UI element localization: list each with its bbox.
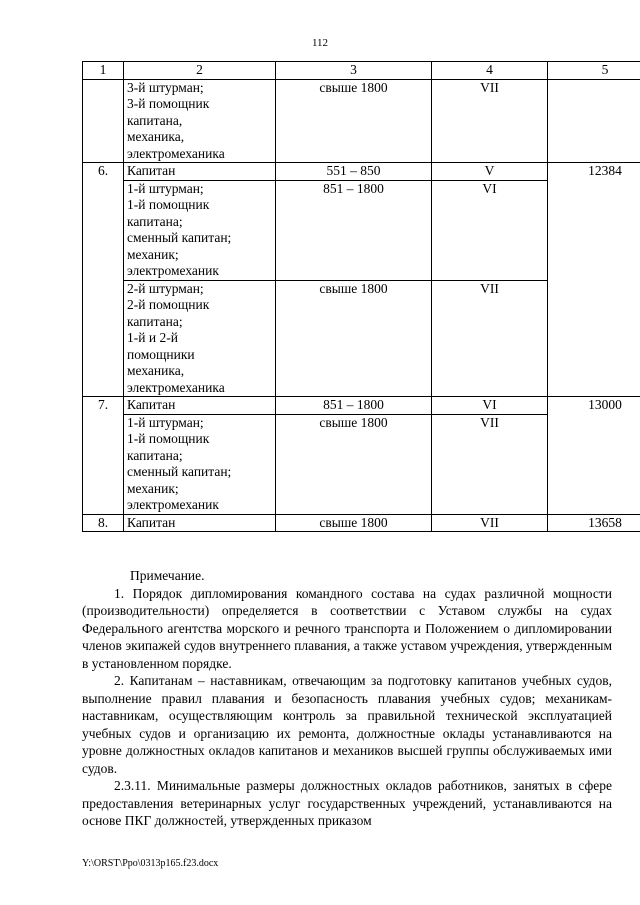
header-cell: 1 [83,62,124,80]
row-number-cell: 7. [83,397,124,515]
position-cell: Капитан [124,397,276,415]
position-cell: 2-й штурман; 2-й помощник капитана; 1-й и 2-й помощники механика, электромеханика [124,280,276,397]
position-cell: 3-й штурман; 3-й помощник капитана, механика, электромеханика [124,79,276,163]
position-cell: Капитан [124,163,276,181]
position-cell: 1-й штурман; 1-й помощник капитана; сменный капитан; механик; электромеханик [124,414,276,514]
note-section [82,567,612,830]
header-cell: 5 [548,62,640,80]
table-row [83,514,640,532]
group-cell: VII [432,280,548,397]
header-cell: 2 [124,62,276,80]
position-cell: Капитан [124,514,276,532]
power-cell: свыше 1800 [276,280,432,397]
salary-table [82,61,640,532]
salary-cell: 13658 [548,514,640,532]
power-cell: свыше 1800 [276,514,432,532]
table-row [83,79,640,163]
table-row [83,397,640,415]
group-cell: VII [432,514,548,532]
salary-cell [548,79,640,163]
table-row [83,163,640,181]
row-number-cell: 6. [83,163,124,397]
position-cell: 1-й штурман; 1-й помощник капитана; сменный капитан; механик; электромеханик [124,180,276,280]
body-paragraph: 2.3.11. Минимальные размеры должностных окладов работников, занятых в сфере предоставления ветеринарных услуг государственных учреждений, устанавливаются на основе ПКГ должностей, утвержденных приказом [82,778,612,828]
note-paragraph: 1. Порядок дипломирования командного состава на судах различной мощности (производительности) определяется в соответствии с Уставом службы на судах Федерального агентства морского и речного транспорта и Положением о дипломировании членов экипажей судов внутреннего плавания, а также уставом учреждения, утвержденным в установленном порядке. [82,585,612,671]
power-cell: свыше 1800 [276,414,432,514]
note-title: Примечание. [130,568,205,583]
file-path-footer: Y:\ORST\Ppo\0313p165.f23.docx [82,858,219,869]
group-cell: VII [432,79,548,163]
power-cell: 551 – 850 [276,163,432,181]
salary-cell: 12384 [548,163,640,397]
note-paragraph: 2. Капитанам – наставникам, отвечающим за подготовку капитанов учебных судов, выполнение правил плавания и безопасность плавания учебных судов; механикам-наставникам, осуществляющим контроль за правильной технической эксплуатацией учебных судов и организацию их ремонта, должностные оклады устанавливаются на уровне должностных окладов капитанов и механиков высшей группы обслуживаемых ими судов. [82,673,612,776]
power-cell: 851 – 1800 [276,180,432,280]
group-cell: VI [432,180,548,280]
row-number-cell [83,79,124,163]
group-cell: VI [432,397,548,415]
salary-cell: 13000 [548,397,640,515]
group-cell: VII [432,414,548,514]
row-number-cell: 8. [83,514,124,532]
header-cell: 3 [276,62,432,80]
page-number: 112 [311,37,329,49]
power-cell: 851 – 1800 [276,397,432,415]
group-cell: V [432,163,548,181]
header-cell: 4 [432,62,548,80]
power-cell: свыше 1800 [276,79,432,163]
table-header-row [83,62,640,80]
